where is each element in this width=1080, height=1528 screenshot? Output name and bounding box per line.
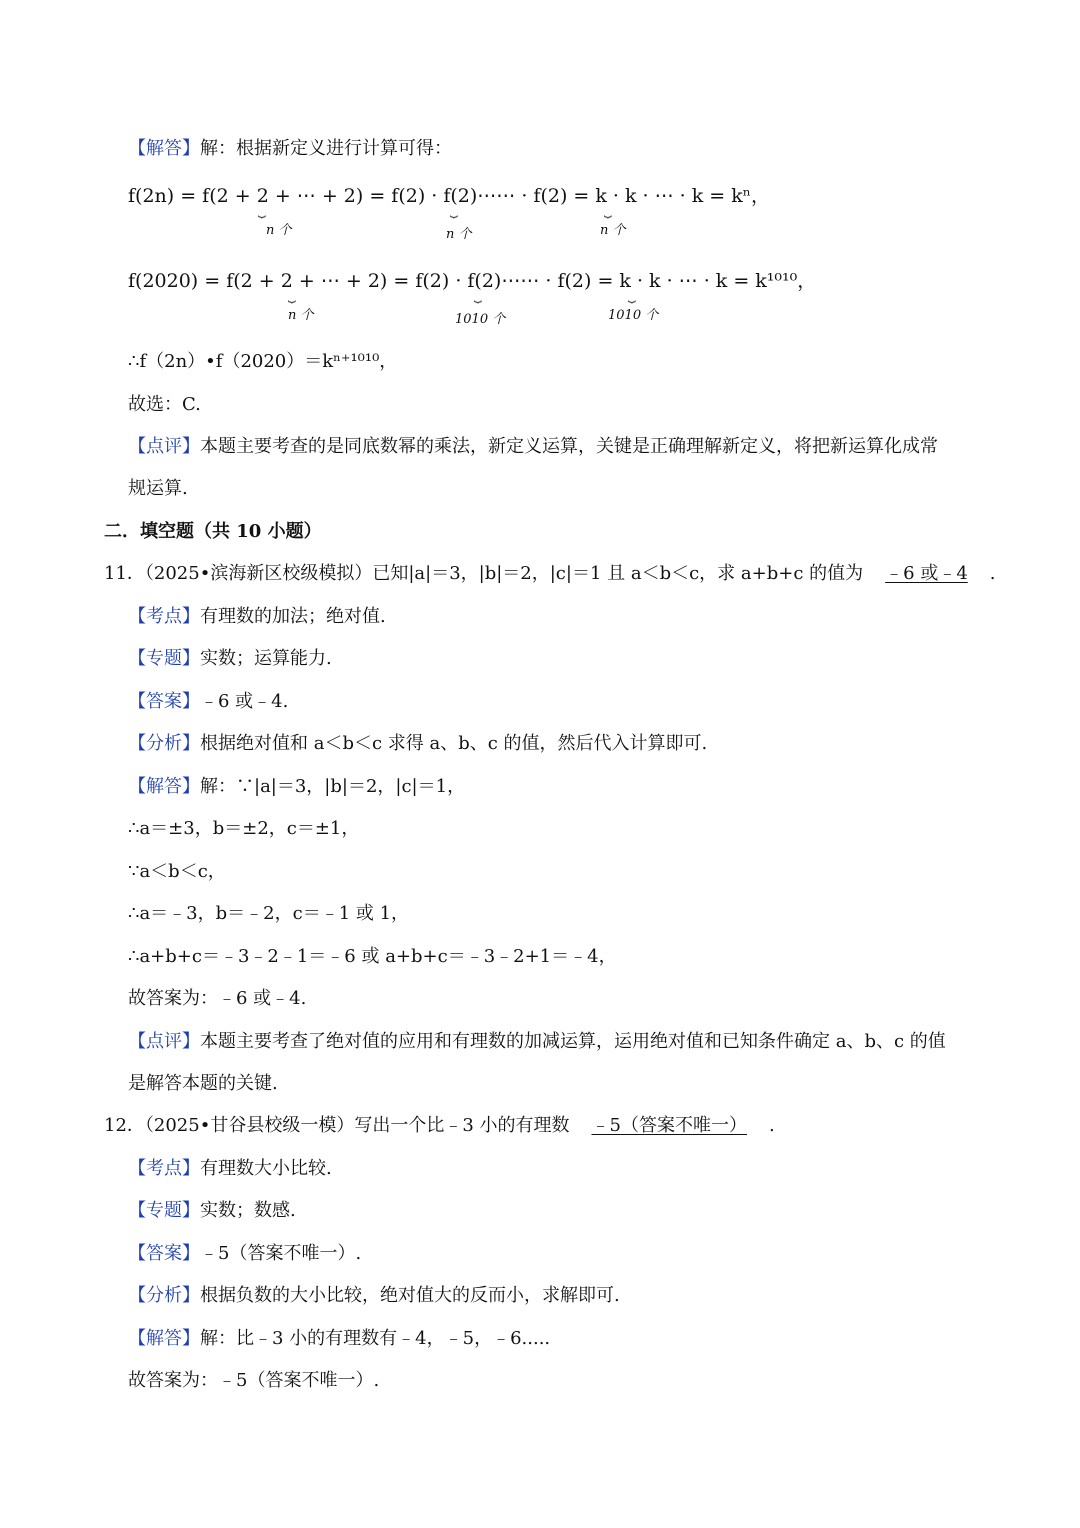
underbrace: ⏟ [474, 289, 482, 304]
fenxi-line: 【分析】根据负数的大小比较，绝对值大的反而小，求解即可. [128, 1285, 620, 1306]
section-title: 二．填空题（共 10 小题） [104, 521, 322, 542]
equation-1: f(2n) = f(2 + 2 + ⋯ + 2) = f(2) · f(2)⋯⋯ · f(2) = k · k · ⋯ · k = kⁿ， [128, 185, 771, 207]
final-answer-line: 故答案为：﹣5（答案不唯一）. [128, 1370, 380, 1391]
solution-step: ∴a＝﹣3，b＝﹣2，c＝﹣1 或 1， [128, 903, 410, 924]
jieda-line: 【解答】解：∵|a|＝3，|b|＝2，|c|＝1， [128, 776, 466, 797]
kaodian-line: 【考点】有理数的加法；绝对值. [128, 606, 386, 627]
kaodian-line: 【考点】有理数大小比较. [128, 1158, 332, 1179]
underbrace: ⏟ [288, 289, 296, 304]
underbrace-label: n 个 [266, 223, 292, 238]
zhuanti-line: 【专题】实数；运算能力. [128, 648, 332, 669]
comment-line-2: 规运算. [128, 478, 188, 499]
underbrace-label: n 个 [446, 227, 472, 242]
equation-2: f(2020) = f(2 + 2 + ⋯ + 2) = f(2) · f(2)⋯⋯ · f(2) = k · k · ⋯ · k = k¹⁰¹⁰， [128, 270, 817, 292]
jieda-line: 【解答】解：比﹣3 小的有理数有﹣4，﹣5，﹣6..... [128, 1328, 551, 1349]
underbrace: ⏟ [258, 204, 266, 219]
solution-step: ∴a+b+c＝﹣3﹣2﹣1＝﹣6 或 a+b+c＝﹣3﹣2+1＝﹣4， [128, 946, 617, 967]
underbrace: ⏟ [604, 204, 612, 219]
comment-line-2: 是解答本题的关键. [128, 1073, 278, 1094]
daan-line: 【答案】﹣6 或﹣4. [128, 691, 289, 712]
underbrace-label: n 个 [288, 308, 314, 323]
underbrace-label: 1010 个 [455, 312, 506, 327]
underbrace: ⏟ [450, 204, 458, 219]
underbrace-label: 1010 个 [608, 308, 659, 323]
comment-line: 【点评】本题主要考查的是同底数幂的乘法，新定义运算，关键是正确理解新定义，将把新运算化成常 [128, 436, 938, 457]
question-11-stem: 11．（2025•滨海新区校级模拟）已知|a|＝3，|b|＝2，|c|＝1 且 a＜b＜c，求 a+b+c 的值为 ﹣6 或﹣4 . [104, 563, 996, 584]
solution-line: 【解答】解：根据新定义进行计算可得： [128, 138, 452, 159]
therefore-line: ∴f（2n）•f（2020）＝kⁿ⁺¹⁰¹⁰， [128, 351, 398, 372]
answer-blank: ﹣5（答案不唯一） [591, 1115, 747, 1136]
solution-step: ∵a＜b＜c， [128, 861, 226, 882]
tag-dianping: 【点评】 [128, 436, 200, 457]
tag-jieda: 【解答】 [128, 138, 200, 159]
question-12-stem: 12．（2025•甘谷县校级一模）写出一个比﹣3 小的有理数 ﹣5（答案不唯一） . [104, 1115, 775, 1136]
underbrace: ⏟ [628, 289, 636, 304]
zhuanti-line: 【专题】实数；数感. [128, 1200, 296, 1221]
fenxi-line: 【分析】根据绝对值和 a＜b＜c 求得 a、b、c 的值，然后代入计算即可. [128, 733, 708, 754]
solution-step: ∴a＝±3，b＝±2，c＝±1， [128, 818, 360, 839]
answer-blank: ﹣6 或﹣4 [885, 563, 968, 584]
comment-line: 【点评】本题主要考查了绝对值的应用和有理数的加减运算，运用绝对值和已知条件确定 a、b、c 的值 [128, 1031, 946, 1052]
choose-line: 故选：C. [128, 394, 201, 415]
solution-step: 故答案为：﹣6 或﹣4. [128, 988, 307, 1009]
daan-line: 【答案】﹣5（答案不唯一）. [128, 1243, 362, 1264]
underbrace-label: n 个 [600, 223, 626, 238]
